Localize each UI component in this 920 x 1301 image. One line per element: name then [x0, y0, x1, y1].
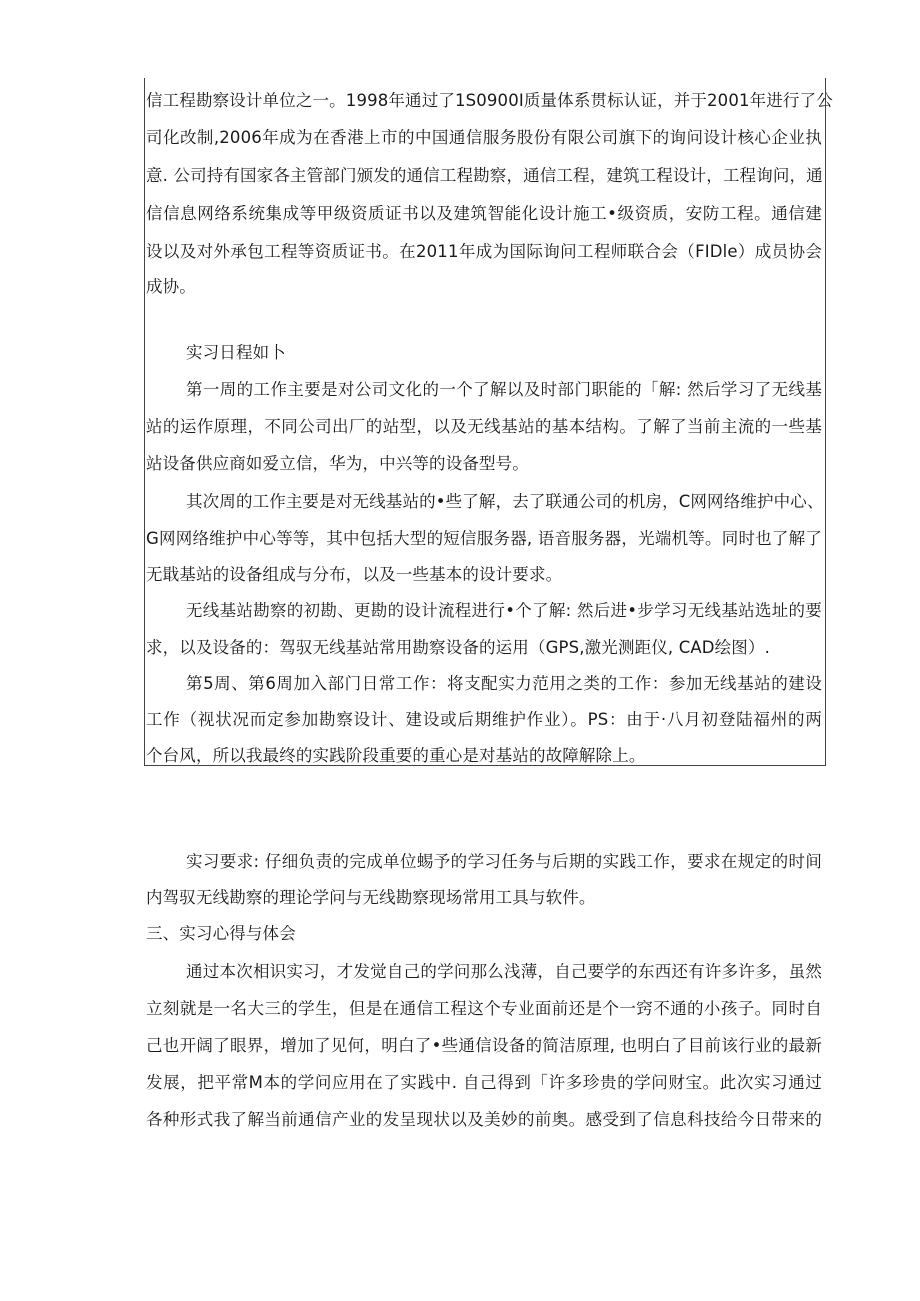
intro-line-5: 设以及对外承包工程等资质证书。在2011年成为国际询问工程师联合会（FIDle）成员协会 — [146, 242, 822, 261]
experience-line-4: 发展，把平常M本的学问应用在了实践中. 自己得到「许多珍贵的学问财宝。此次实习通过 — [146, 1073, 822, 1092]
schedule-line-7: 无线基站勘察的初勘、更勘的设计流程进行•个了解: 然后进•步学习无线基站选址的要 — [186, 601, 822, 620]
intro-line-6: 成协。 — [146, 277, 196, 296]
schedule-line-8: 求，以及设备的：驾驭无线基站常用勘察设备的运用（GPS,激光测距仪, CAD绘图）. — [146, 638, 771, 657]
intro-line-3: 意. 公司持有国家各主管部门颁发的通信工程勘察，通信工程，建筑工程设计，工程询问，通 — [146, 166, 823, 185]
schedule-line-9: 第5周、第6周加入部门日常工作：将支配实力范用之类的工作：参加无线基站的建设 — [186, 674, 822, 693]
schedule-line-5: G网网络维护中心等等，其中包括大型的短信服务器, 语音服务器，光端机等。同时也了解了 — [146, 529, 822, 548]
experience-line-1: 通过本次相识实习，才发觉自己的学问那么浅薄，自己要学的东西还有许多许多，虽然 — [186, 962, 822, 981]
schedule-line-1: 第一周的工作主要是对公司文化的一个了解以及时部门职能的「解: 然后学习了无线基 — [186, 380, 822, 399]
requirements-line-2: 内驾驭无线勘察的理论学问与无线勘察现场常用工具与软件。 — [146, 888, 596, 907]
requirements-line-1: 实习要求: 仔细负责的完成单位蜴予的学习任务与后期的实践工作，要求在规定的时间 — [186, 852, 822, 871]
schedule-line-6: 无戢基站的设备组成与分布，以及一些基本的设计要求。 — [146, 565, 563, 584]
intro-line-1: 信工程勘察设计单位之一。1998年通过了1S0900I质量体系贯标认证，并于2001年进行了公 — [146, 91, 833, 110]
experience-line-2: 立刻就是一名大三的学生，但是在通信工程这个专业面前还是个一窍不通的小孩子。同时自 — [146, 999, 822, 1018]
intro-line-2: 司化改制,2006年成为在香港上市的中国通信服务股份有限公司旗下的询问设计核心企业执 — [146, 128, 822, 147]
intro-line-4: 信信息网络系统集成等甲级资质证书以及建筑智能化设计施工•级资质，安防工程。通信建 — [146, 204, 822, 223]
schedule-line-3: 站设备供应商如爱立信，华为，中兴等的设备型号。 — [146, 454, 529, 473]
schedule-title: 实习日程如卜 — [186, 343, 286, 362]
section-heading: 三、实习心得与体会 — [146, 924, 296, 943]
schedule-line-10: 工作（视状况而定参加勘察设计、建设或后期维护作业）。PS：由于·八月初登陆福州的两 — [146, 710, 822, 729]
schedule-line-4: 其次周的工作主要是对无线基站的•些了解，去了联通公司的机房，C网网络维护中心、 — [186, 492, 824, 511]
experience-line-3: 己也开阔了眼界，增加了见何，明白了•些通信设备的简洁原理, 也明白了目前该行业的最新 — [146, 1036, 822, 1055]
schedule-line-2: 站的运作原理，不同公司出厂的站型，以及无线基站的基本结构。了解了当前主流的一些基 — [146, 417, 822, 436]
experience-line-5: 各种形式我了解当前通信产业的发呈现状以及美妙的前奥。感受到了信息科技给今日带来的 — [146, 1110, 822, 1129]
schedule-line-11: 个台风，所以我最终的实践阶段重要的重心是对基站的故障解除上。 — [146, 746, 646, 765]
